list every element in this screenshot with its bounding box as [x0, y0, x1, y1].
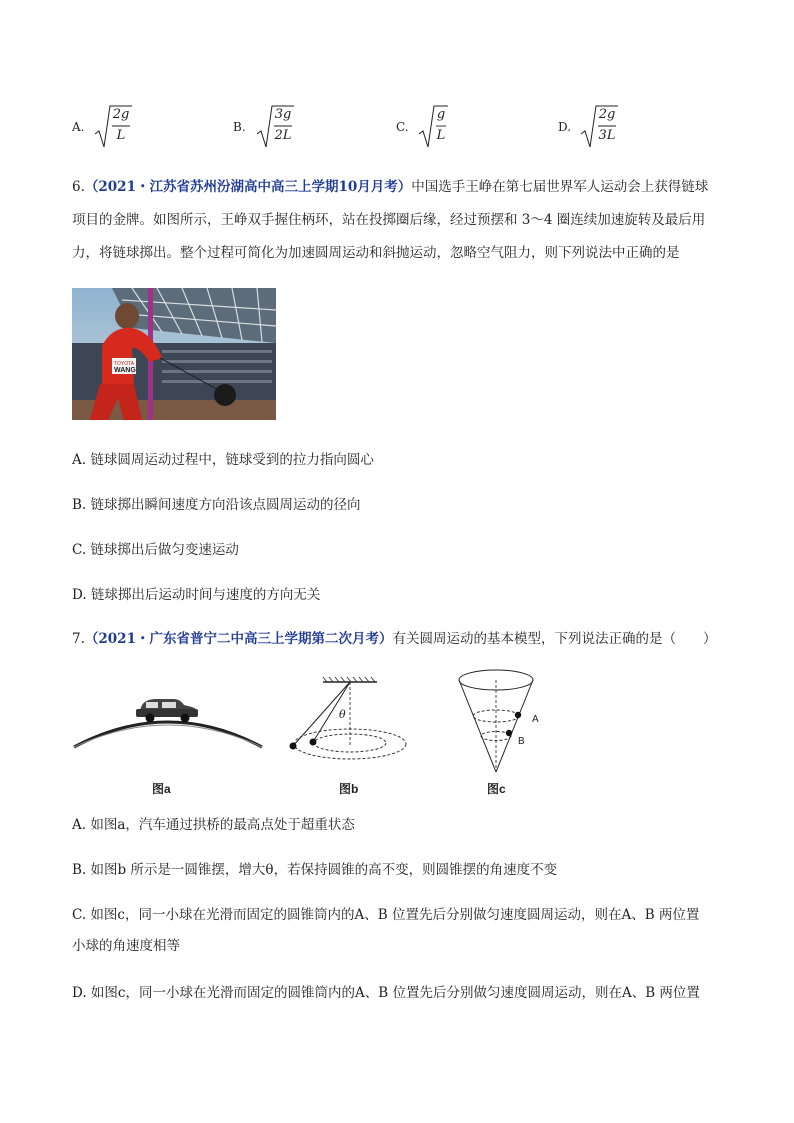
q6-stem-line1: 中国选手王峥在第七届世界军人运动会上获得链球	[411, 179, 709, 195]
option-b-numerator: 3g	[274, 107, 292, 122]
option-b-letter: B.	[233, 120, 246, 134]
q6-option-b: B. 链球掷出瞬间速度方向沿该点圆周运动的径向	[72, 497, 361, 513]
q6-source: （2021・江苏省苏州汾湖高中高三上学期10月月考）	[84, 179, 412, 195]
cone-illustration	[452, 668, 552, 776]
car-icon	[136, 699, 198, 723]
q6-option-c: C. 链球掷出后做匀变速运动	[72, 542, 239, 558]
option-b-formula	[256, 104, 296, 150]
option-d-numerator: 2g	[598, 107, 616, 122]
option-c-formula	[418, 104, 450, 150]
q7-source: （2021・广东省普宁二中高三上学期第二次月考）	[84, 631, 393, 647]
option-d-denominator: 3L	[598, 128, 616, 143]
hammer-throw-photo	[72, 288, 276, 420]
q7-option-a: A. 如图a，汽车通过拱桥的最高点处于超重状态	[72, 817, 355, 833]
option-c-numerator: g	[436, 107, 446, 122]
q6-stem-line3: 力，将链球掷出。整个过程可简化为加速圆周运动和斜抛运动，忽略空气阻力，则下列说法中正确的是	[72, 245, 680, 261]
car-on-bridge-illustration	[72, 685, 264, 755]
q6-option-d: D. 链球掷出后运动时间与速度的方向无关	[72, 587, 321, 603]
q6-number: 6.	[72, 179, 85, 195]
q7-option-b: B. 如图b 所示是一圆锥摆，增大θ，若保持圆锥的高不变，则圆锥摆的角速度不变	[72, 862, 558, 878]
option-a-denominator: L	[116, 128, 126, 143]
athlete-bib-sponsor: TOYOTA	[114, 361, 135, 367]
figure-c-caption: 图c	[487, 782, 506, 796]
q7-stem: 有关圆周运动的基本模型，下列说法正确的是（ ）	[392, 631, 717, 647]
figure-a-arch-bridge	[72, 685, 264, 755]
figure-b-caption: 图b	[339, 782, 359, 796]
q6-line1	[72, 177, 708, 197]
q7-option-d-line1: D. 如图c，同一小球在光滑而固定的圆锥筒内的A、B 位置先后分别做匀速度圆周运动，则在A、B 两位置	[72, 985, 700, 1001]
q7-number: 7.	[72, 631, 85, 647]
figure-c-cone	[452, 668, 552, 776]
hammer-throw-illustration	[72, 288, 276, 420]
option-c-denominator: L	[436, 128, 446, 143]
q6-option-a: A. 链球圆周运动过程中，链球受到的拉力指向圆心	[72, 452, 374, 468]
option-a-formula	[94, 104, 134, 150]
figure-a-caption: 图a	[152, 782, 171, 796]
option-d-letter: D.	[558, 120, 572, 134]
option-c-letter: C.	[396, 120, 409, 134]
q7-line1	[72, 629, 716, 649]
q6-stem-line2: 项目的金牌。如图所示，王峥双手握住柄环，站在投掷圈后缘，经过预摆和 3～4 圈连续加速旋转及最后用	[72, 212, 706, 228]
q7-option-c-line2: 小球的角速度相等	[72, 938, 180, 954]
point-b-label: B	[518, 736, 525, 747]
athlete-bib-name: WANG	[114, 367, 136, 374]
option-d-formula	[580, 104, 620, 150]
figure-b-conical-pendulum	[283, 676, 433, 772]
conical-pendulum-illustration	[283, 676, 433, 772]
q7-option-c-line1: C. 如图c，同一小球在光滑而固定的圆锥筒内的A、B 位置先后分别做匀速度圆周运动，则在A、B 两位置	[72, 907, 700, 923]
option-b-denominator: 2L	[274, 128, 292, 143]
option-a-letter: A.	[72, 120, 85, 134]
theta-label: θ	[339, 708, 346, 721]
point-a-label: A	[532, 714, 539, 725]
option-a-numerator: 2g	[112, 107, 130, 122]
